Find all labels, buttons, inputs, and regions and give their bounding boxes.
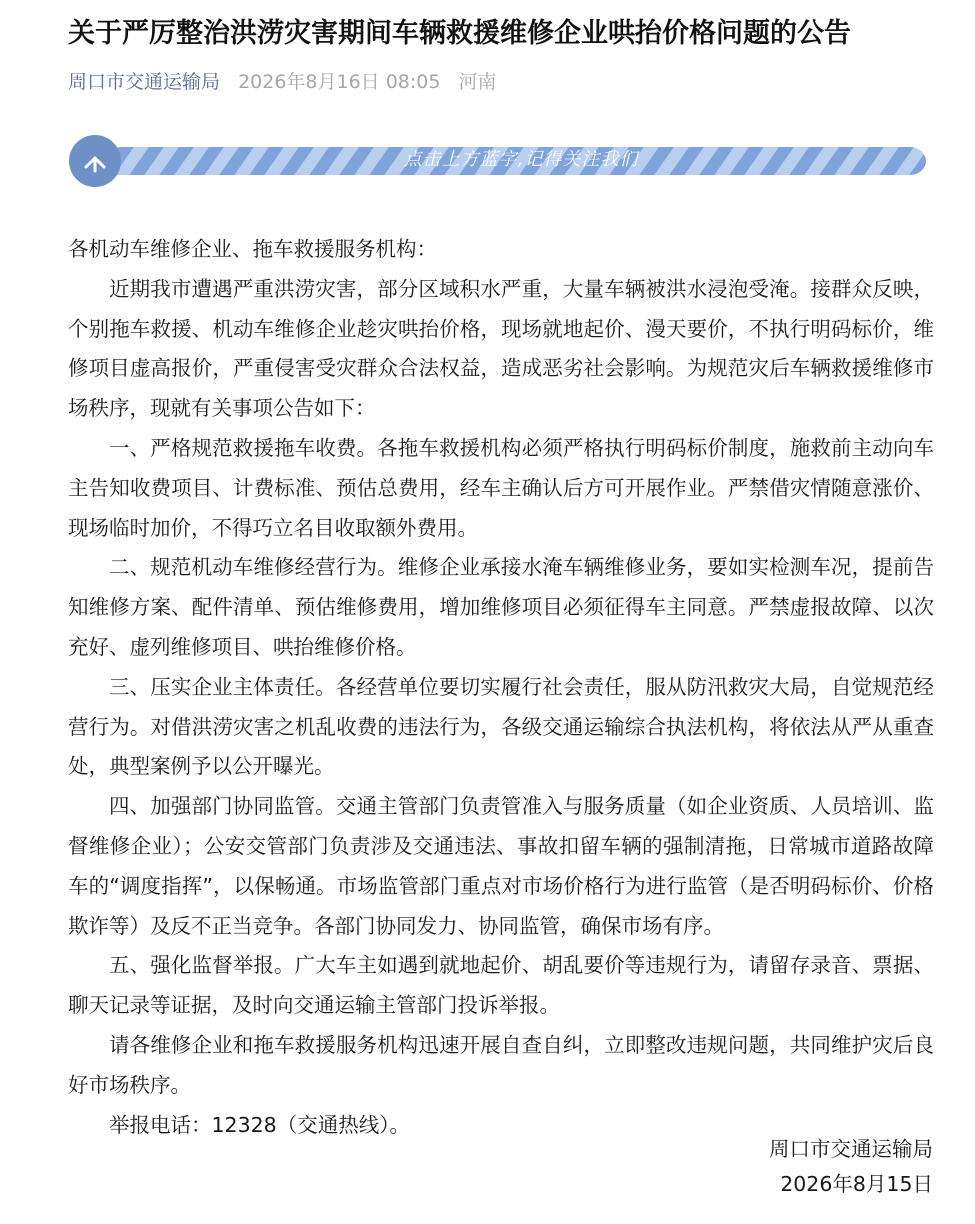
body-paragraph: 近期我市遭遇严重洪涝灾害，部分区域积水严重，大量车辆被洪水浸泡受淹。接群众反映，个别拖车救援、机动车维修企业趁灾哄抬价格，现场就地起价、漫天要价，不执行明码标价，维修项目虚高报价，严重侵害受灾群众合法权益，造成恶劣社会影响。为规范灾后车辆救援维修市场秩序，现就有关事项公告如下：	[68, 276, 934, 421]
follow-banner[interactable]	[68, 134, 934, 188]
article-meta	[68, 68, 497, 96]
body-paragraph: 三、压实企业主体责任。各经营单位要切实履行社会责任，服从防汛救灾大局，自觉规范经营行为。对借洪涝灾害之机乱收费的违法行为，各级交通运输综合执法机构，将依法从严从重查处，典型案例予以公开曝光。	[68, 674, 934, 779]
signature-block	[769, 1132, 933, 1202]
body-paragraph: 请各维修企业和拖车救援服务机构迅速开展自查自纠，立即整改违规问题，共同维护灾后良好市场秩序。	[68, 1032, 934, 1097]
signature-date: 2026年8月15日	[780, 1172, 933, 1196]
publish-region: 河南	[458, 71, 497, 93]
body-paragraph: 四、加强部门协同监管。交通主管部门负责管准入与服务质量（如企业资质、人员培训、监督维修企业）；公安交管部门负责涉及交通违法、事故扣留车辆的强制清拖，日常城市道路故障车的“调度指挥”，以保畅通。市场监管部门重点对市场价格行为进行监管（是否明码标价、价格欺诈等）及反不正当竞争。各部门协同发力、协同监管，确保市场有序。	[68, 794, 934, 938]
article-body	[68, 230, 934, 1145]
salutation: 各机动车维修企业、拖车救援服务机构：	[68, 237, 437, 261]
publish-time: 2026年8月16日 08:05	[238, 71, 441, 93]
article-title: 关于严厉整治洪涝灾害期间车辆救援维修企业哄抬价格问题的公告	[68, 18, 851, 49]
signature-issuer: 周口市交通运输局	[769, 1137, 933, 1161]
follow-banner-text: 点击上方蓝字,记得关注我们	[403, 149, 639, 170]
report-hotline: 举报电话：12328（交通热线）。	[109, 1112, 410, 1137]
body-paragraph: 二、规范机动车维修经营行为。维修企业承接水淹车辆维修业务，要如实检测车况，提前告知维修方案、配件清单、预估维修费用，增加维修项目必须征得车主同意。严禁虚报故障、以次充好、虚列维修项目、哄抬维修价格。	[68, 555, 934, 659]
body-paragraph: 一、严格规范救援拖车收费。各拖车救援机构必须严格执行明码标价制度，施救前主动向车主告知收费项目、计费标准、预估总费用，经车主确认后方可开展作业。严禁借灾情随意涨价、现场临时加价，不得巧立名目收取额外费用。	[68, 435, 934, 540]
account-name-link[interactable]: 周口市交通运输局	[68, 71, 221, 93]
body-paragraph: 五、强化监督举报。广大车主如遇到就地起价、胡乱要价等违规行为，请留存录音、票据、聊天记录等证据，及时向交通运输主管部门投诉举报。	[68, 953, 934, 1018]
